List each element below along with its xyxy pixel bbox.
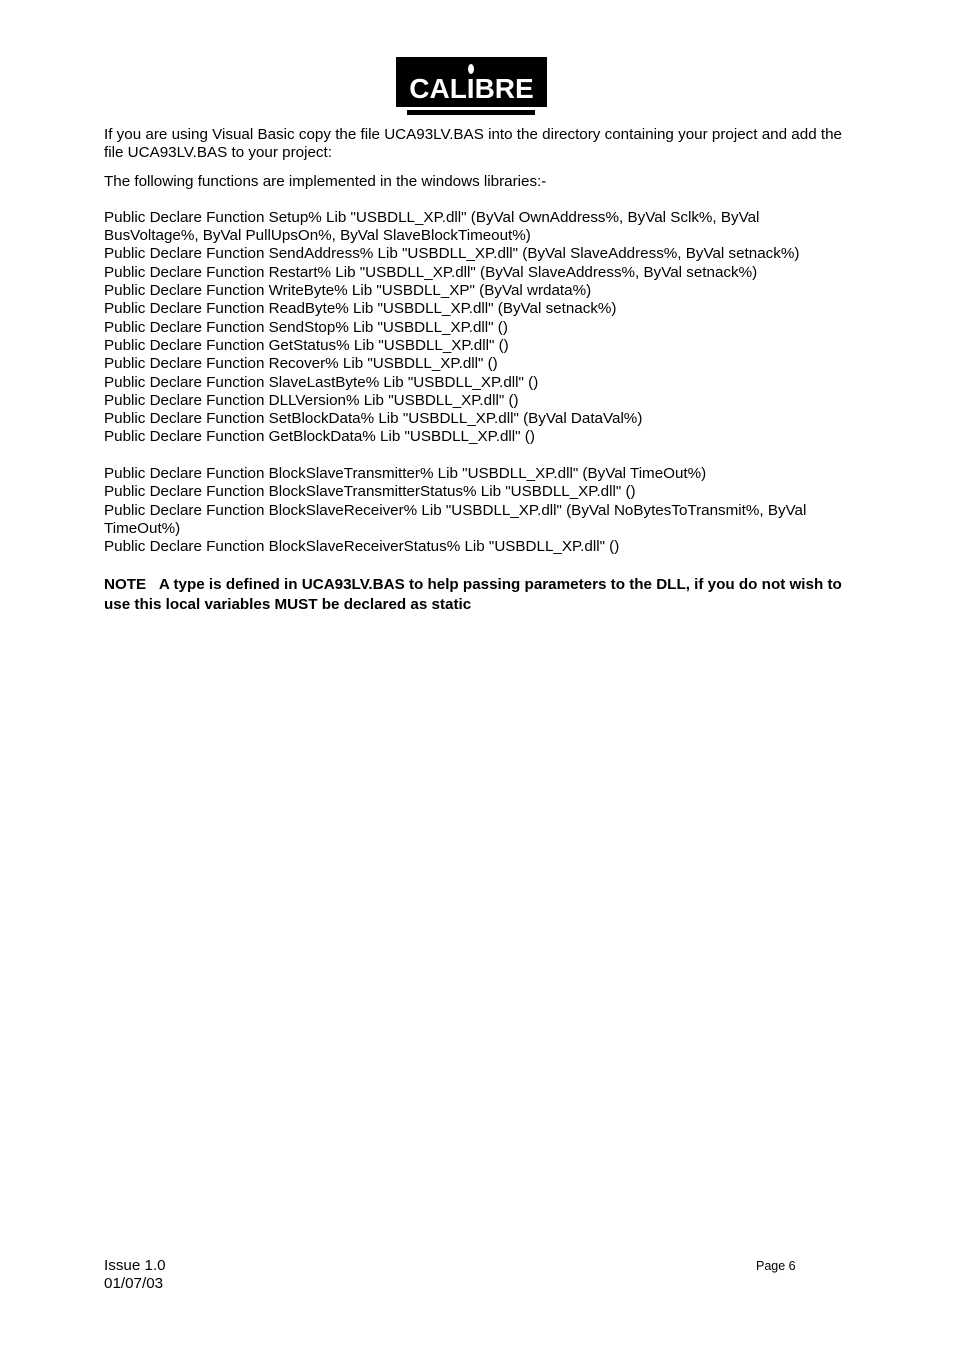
page-content (104, 126, 842, 615)
declaration-line: Public Declare Function BlockSlaveReceiverStatus% Lib "USBDLL_XP.dll" () (104, 538, 620, 556)
declaration-line: Public Declare Function BlockSlaveTransmitter% Lib "USBDLL_XP.dll" (ByVal TimeOut%) (104, 465, 707, 483)
declaration-line: Public Declare Function WriteByte% Lib "USBDLL_XP" (ByVal wrdata%) (104, 282, 592, 300)
declaration-line: Public Declare Function Restart% Lib "USBDLL_XP.dll" (ByVal SlaveAddress%, ByVal setnack%) (104, 263, 758, 281)
page-number: Page 6 (756, 1259, 796, 1273)
declaration-line: Public Declare Function BlockSlaveReceiver% Lib "USBDLL_XP.dll" (ByVal NoBytesToTransmit%, ByVal TimeOut%) (104, 501, 807, 537)
intro-paragraph: If you are using Visual Basic copy the file UCA93LV.BAS into the directory containing your project and add the file UCA93LV.BAS to your project: (104, 126, 842, 162)
footer-issue-block (104, 1257, 166, 1294)
declarations-group-2 (104, 465, 842, 556)
declaration-line: Public Declare Function GetBlockData% Lib "USBDLL_XP.dll" () (104, 428, 535, 446)
logo-underline (407, 110, 535, 115)
declaration-line: Public Declare Function BlockSlaveTransmitterStatus% Lib "USBDLL_XP.dll" () (104, 483, 636, 501)
spacer (104, 447, 842, 465)
note-text: A type is defined in UCA93LV.BAS to help passing parameters to the DLL, if you do not wish to use this local variables MUST be declared as static (104, 575, 842, 613)
declaration-line: Public Declare Function Recover% Lib "USBDLL_XP.dll" () (104, 355, 498, 373)
declaration-line: Public Declare Function ReadByte% Lib "USBDLL_XP.dll" (ByVal setnack%) (104, 300, 617, 318)
note-label: NOTE (104, 575, 147, 593)
declaration-line: Public Declare Function SlaveLastByte% Lib "USBDLL_XP.dll" () (104, 373, 539, 391)
declaration-line: Public Declare Function SendStop% Lib "USBDLL_XP.dll" () (104, 318, 508, 336)
declaration-line: Public Declare Function Setup% Lib "USBDLL_XP.dll" (ByVal OwnAddress%, ByVal Sclk%, ByVal BusVoltage%, ByVal PullUpsOn%, ByVal SlaveBlockTimeout%) (104, 208, 760, 245)
declaration-line: Public Declare Function GetStatus% Lib "USBDLL_XP.dll" () (104, 336, 509, 354)
declaration-line: Public Declare Function DLLVersion% Lib "USBDLL_XP.dll" () (104, 391, 519, 409)
issue-date: 01/07/03 (104, 1275, 164, 1293)
issue-number: Issue 1.0 (104, 1257, 166, 1274)
note-paragraph (104, 575, 842, 615)
functions-intro: The following functions are implemented in the windows libraries:- (104, 172, 547, 190)
declaration-line: Public Declare Function SendAddress% Lib "USBDLL_XP.dll" (ByVal SlaveAddress%, ByVal setnack%) (104, 245, 800, 263)
declarations-group-1 (104, 209, 842, 447)
logo-text: CALIBRE (409, 73, 534, 104)
calibre-logo (396, 57, 547, 117)
declaration-line: Public Declare Function SetBlockData% Lib "USBDLL_XP.dll" (ByVal DataVal%) (104, 410, 643, 428)
